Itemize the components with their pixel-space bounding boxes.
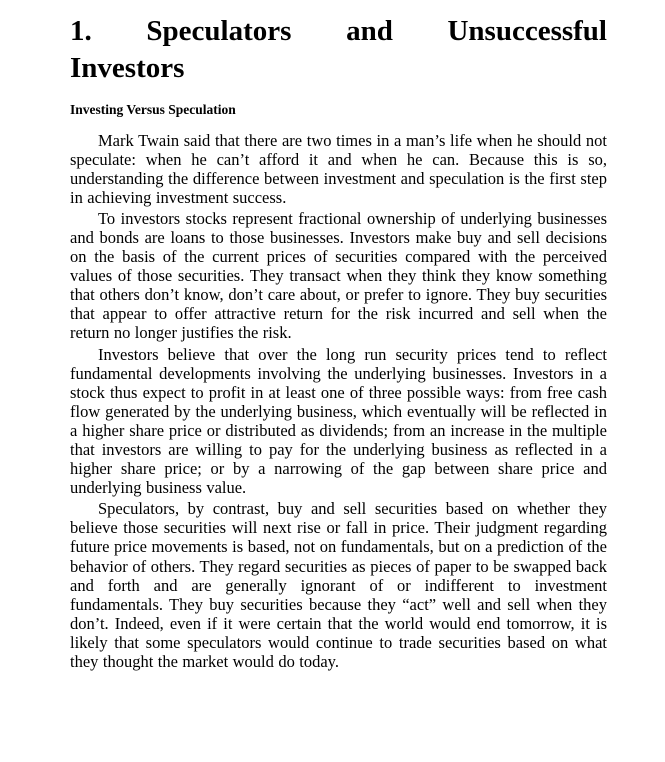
paragraph-mark-twain: Mark Twain said that there are two times in a man’s life when he should not speculate: when he can’t afford it and when he can. Because this is so, understanding the difference between investment and speculation is the first step in achieving investment success. [70, 130, 607, 207]
body-text [70, 131, 607, 672]
chapter-title-line2: Investors [70, 52, 185, 84]
paragraph-investors-definition: To investors stocks represent fractional ownership of underlying businesses and bonds are loans to those businesses. Investors make buy and sell decisions on the basis of the current prices of securities compared with the perceived values of those securities. They transact when they think they know something that others don’t know, don’t care about, or prefer to ignore. They buy securities that appear to offer attractive return for the risk incurred and sell when the return no longer justifies the risk. [70, 208, 607, 343]
paragraph-speculators-contrast: Speculators, by contrast, buy and sell securities based on whether they believe those securities will next rise or fall in price. Their judgment regarding future price movements is based, not on fundamentals, but on a prediction of the behavior of others. They regard securities as pieces of paper to be swapped back and forth and are generally ignorant of or indifferent to investment fundamentals. They buy securities because they “act” well and sell when they don’t. Indeed, even if it were certain that the world would end tomorrow, it is likely that some speculators would continue to trade securities based on what they thought the market would do today. [70, 499, 607, 672]
paragraph-investors-beliefs: Investors believe that over the long run security prices tend to reflect fundamental developments involving the underlying businesses. Investors in a stock thus expect to profit in at least one of three possible ways: from free cash flow generated by the underlying business, which eventually will be reflected in a higher share price or distributed as dividends; from an increase in the multiple that investors are willing to pay for the underlying business as reflected in a higher share price; or by a narrowing of the gap between share price and underlying business value. [70, 344, 607, 498]
chapter-title-line1: 1. Speculators and Unsuccessful [70, 15, 607, 47]
chapter-title [70, 0, 607, 87]
section-heading: Investing Versus Speculation [70, 102, 236, 117]
page-content [70, 0, 607, 671]
